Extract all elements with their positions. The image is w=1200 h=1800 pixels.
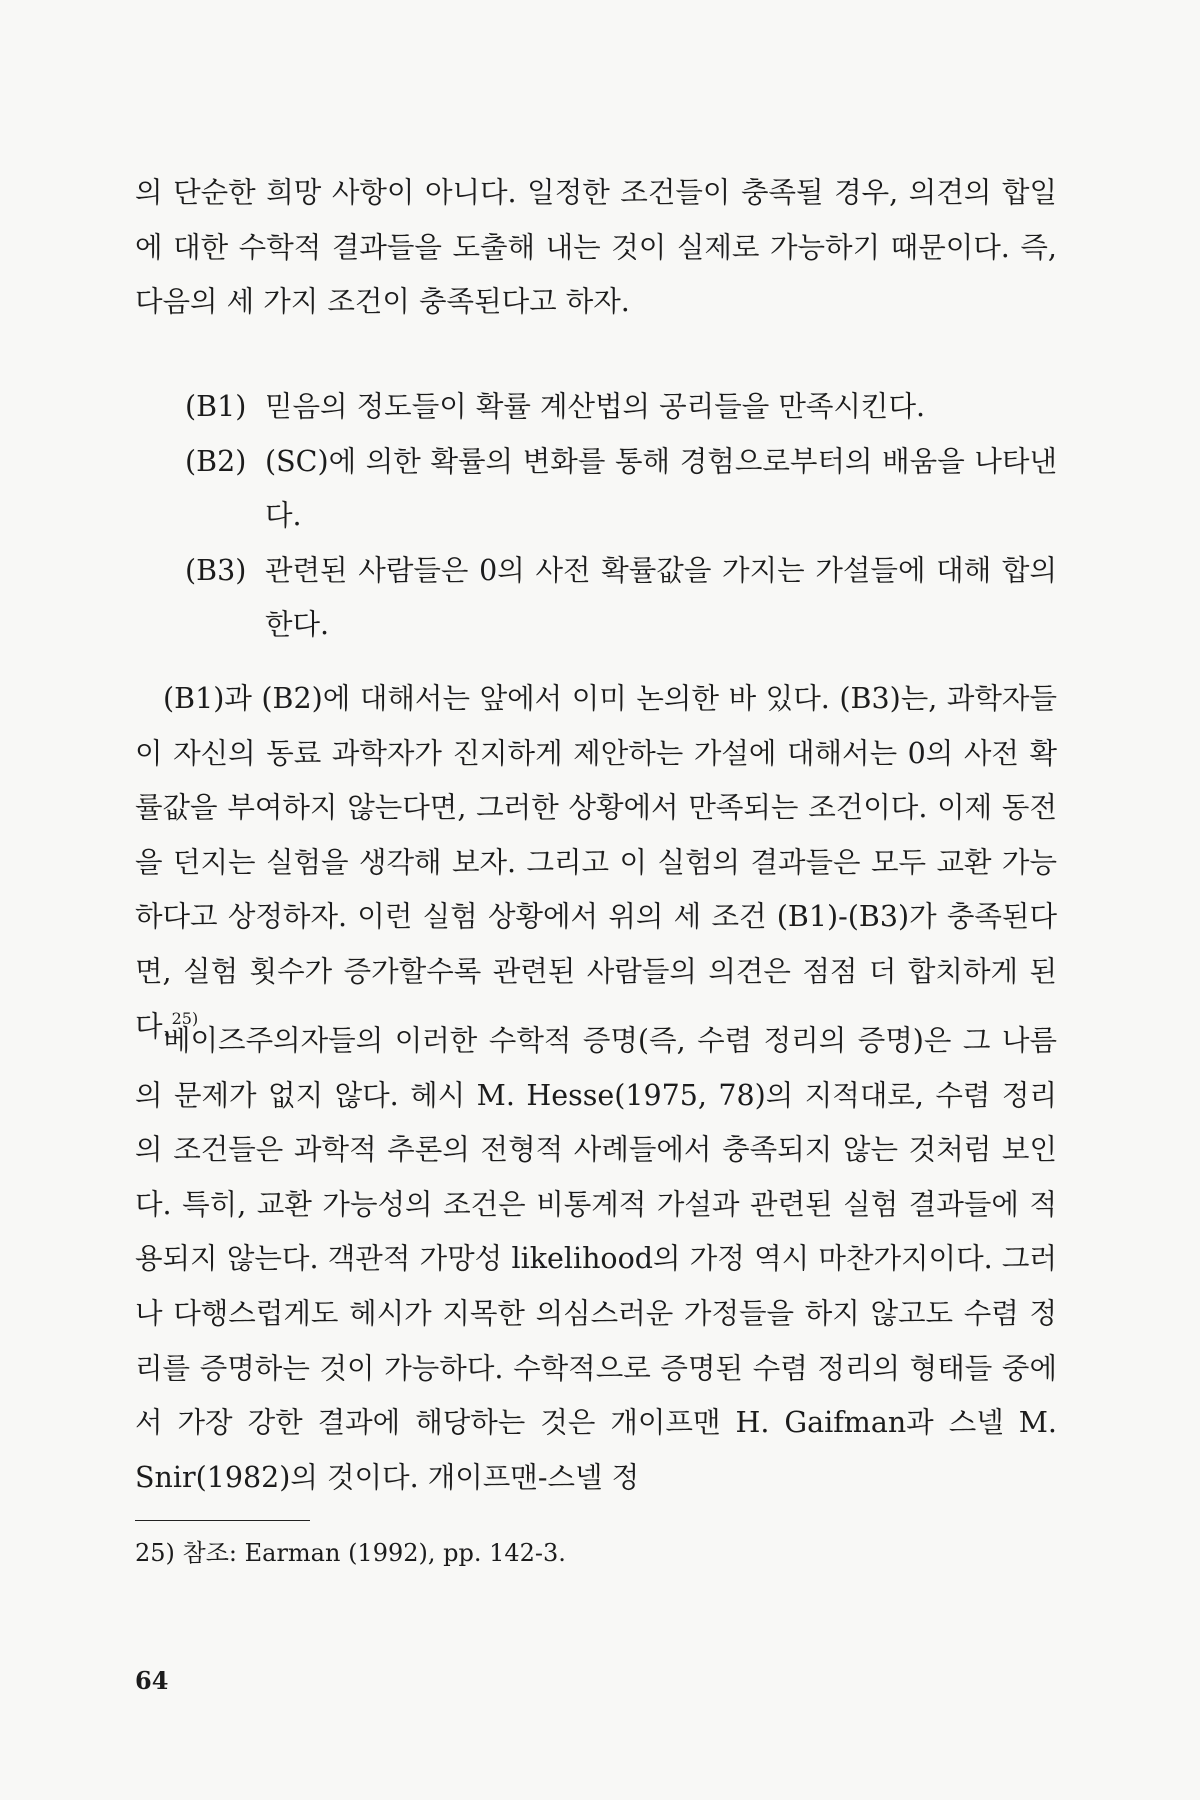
condition-b2 [185,435,1057,544]
page-number: 64 [135,1666,169,1695]
condition-b1 [185,380,1057,435]
footnote-divider [135,1520,310,1521]
footnote: 25) 참조: Earman (1992), pp. 142-3. [135,1539,566,1567]
discussion-text: (B1)과 (B2)에 대해서는 앞에서 이미 논의한 바 있다. (B3)는, 과학자들이 자신의 동료 과학자가 진지하게 제안하는 가설에 대해서는 0의 사전 확률값을 부여하지 않는다면, 그러한 상황에서 만족되는 조건이다. 이제 동전을 던지는 실험을 생각해 보자. 그리고 이 실험의 결과들은 모두 교환 가능하다고 상정하자. 이런 실험 상황에서 위의 세 조건 (B1)-(B3)가 충족된다면, 실험 횟수가 증가할수록 관련된 사람들의 의견은 점점 더 합치하게 된다. [135,682,1057,1043]
footnote-reference[interactable]: 25) [171,1008,199,1028]
bayesian-text: 베이즈주의자들의 이러한 수학적 증명(즉, 수렴 정리의 증명)은 그 나름의 문제가 없지 않다. 헤시 M. Hesse(1975, 78)의 지적대로, 수렴 정리의 조건들은 과학적 추론의 전형적 사례들에서 충족되지 않는 것처럼 보인다. 특히, 교환 가능성의 조건은 비통계적 가설과 관련된 실험 결과들에 적용되지 않는다. 객관적 가망성 likelihood의 가정 역시 마찬가지이다. 그러나 다행스럽게도 헤시가 지목한 의심스러운 가정들을 하지 않고도 수렴 정리를 증명하는 것이 가능하다. 수학적으로 증명된 수렴 정리의 형태들 중에서 가장 강한 결과에 해당하는 것은 개이프맨 H. Gaifman과 스넬 M. Snir(1982)의 것이다. 개이프맨-스넬 정 [135,1024,1057,1494]
discussion-paragraph [135,672,1057,1054]
condition-text: 관련된 사람들은 0의 사전 확률값을 가지는 가설들에 대해 합의한다. [265,553,1057,642]
bayesian-paragraph [135,1014,1057,1505]
intro-paragraph: 의 단순한 희망 사항이 아니다. 일정한 조건들이 충족될 경우, 의견의 합일에 대한 수학적 결과들을 도출해 내는 것이 실제로 가능하기 때문이다. 즉, 다음의 세 가지 조건이 충족된다고 하자. [135,176,1057,319]
condition-text: (SC)에 의한 확률의 변화를 통해 경험으로부터의 배움을 나타낸다. [265,444,1057,533]
condition-label: (B2) [185,444,247,478]
condition-label: (B1) [185,390,247,423]
condition-b3 [185,544,1057,653]
condition-list [185,380,1057,653]
condition-text: 믿음의 정도들이 확률 계산법의 공리들을 만족시킨다. [265,390,926,423]
condition-label: (B3) [185,553,247,587]
